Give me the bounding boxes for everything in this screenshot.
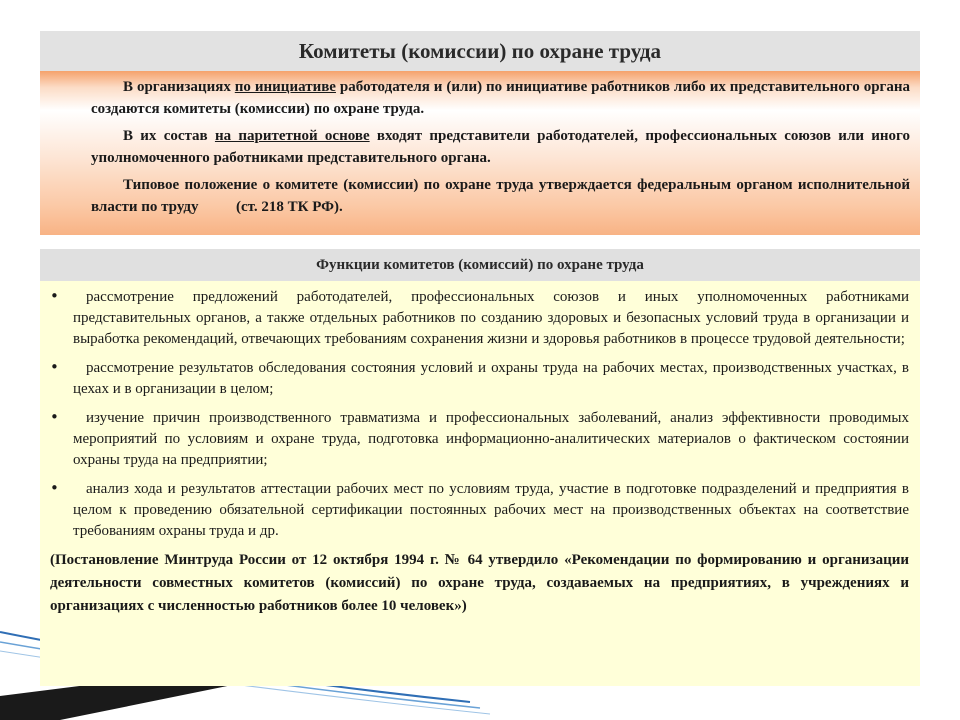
- bullet-dot-icon: •: [50, 479, 59, 497]
- underlined-term: на паритетной основе: [214, 128, 370, 144]
- bullet-dot-icon: •: [50, 358, 59, 376]
- intro-paragraph-2: В их состав на паритетной основе входят представители работодателей, профессиональных союзов или иного уполномоченного работниками представительного органа.: [91, 128, 910, 166]
- bullet-dot-icon: •: [50, 287, 59, 305]
- resolution-note: (Постановление Минтруда России от 12 октября 1994 г. № 64 утвердило «Рекомендации по формированию и организации деятельности совместных комитетов (комиссий) по охране труда, создаваемых на предприятиях, в учреждениях и организациях с численностью работников более 10 человек»): [50, 552, 909, 614]
- list-item: • рассмотрение предложений работодателей, профессиональных союзов и иных уполномоченных работниками представительных органов, а также отдельных работников по созданию здоровых и безопасных условий труда в организации и выработка рекомендаций, отвечающих требованиям сохранения жизни и здоровья работников в процессе трудовой деятельности;: [50, 287, 909, 347]
- intro-paragraph-3: Типовое положение о комитете (комиссии) по охране труда утверждается федеральным органом исполнительной власти по труду (ст. 218 ТК РФ).: [91, 177, 910, 215]
- bullet-dot-icon: •: [50, 408, 59, 426]
- intro-paragraph-1: В организациях по инициативе работодателя и (или) по инициативе работников либо их представительного органа создаются комитеты (комиссии) по охране труда.: [91, 79, 910, 117]
- underlined-term: по инициативе: [234, 79, 336, 95]
- list-item: • изучение причин производственного травматизма и профессиональных заболеваний, анализ эффективности проводимых мероприятий по условиям и охране труда, подготовка информационно-аналитических материалов о фактическом состоянии охраны труда на предприятии;: [50, 408, 909, 468]
- page-title: Комитеты (комиссии) по охране труда: [40, 31, 920, 71]
- functions-title: Функции комитетов (комиссий) по охране труда: [40, 249, 920, 281]
- law-reference: (ст. 218 ТК РФ).: [235, 199, 343, 215]
- functions-panel: [40, 281, 920, 686]
- intro-panel: [40, 71, 920, 235]
- list-item: • рассмотрение результатов обследования состояния условий и охраны труда на рабочих местах, производственных участках, в цехах и в организации в целом;: [50, 358, 909, 397]
- list-item: • анализ хода и результатов аттестации рабочих мест по условиям труда, участие в подготовке подразделений и предприятия в целом к проведению обязательной сертификации постоянных рабочих мест на производственных объектах на соответствие требованиям охраны труда и др.: [50, 479, 909, 539]
